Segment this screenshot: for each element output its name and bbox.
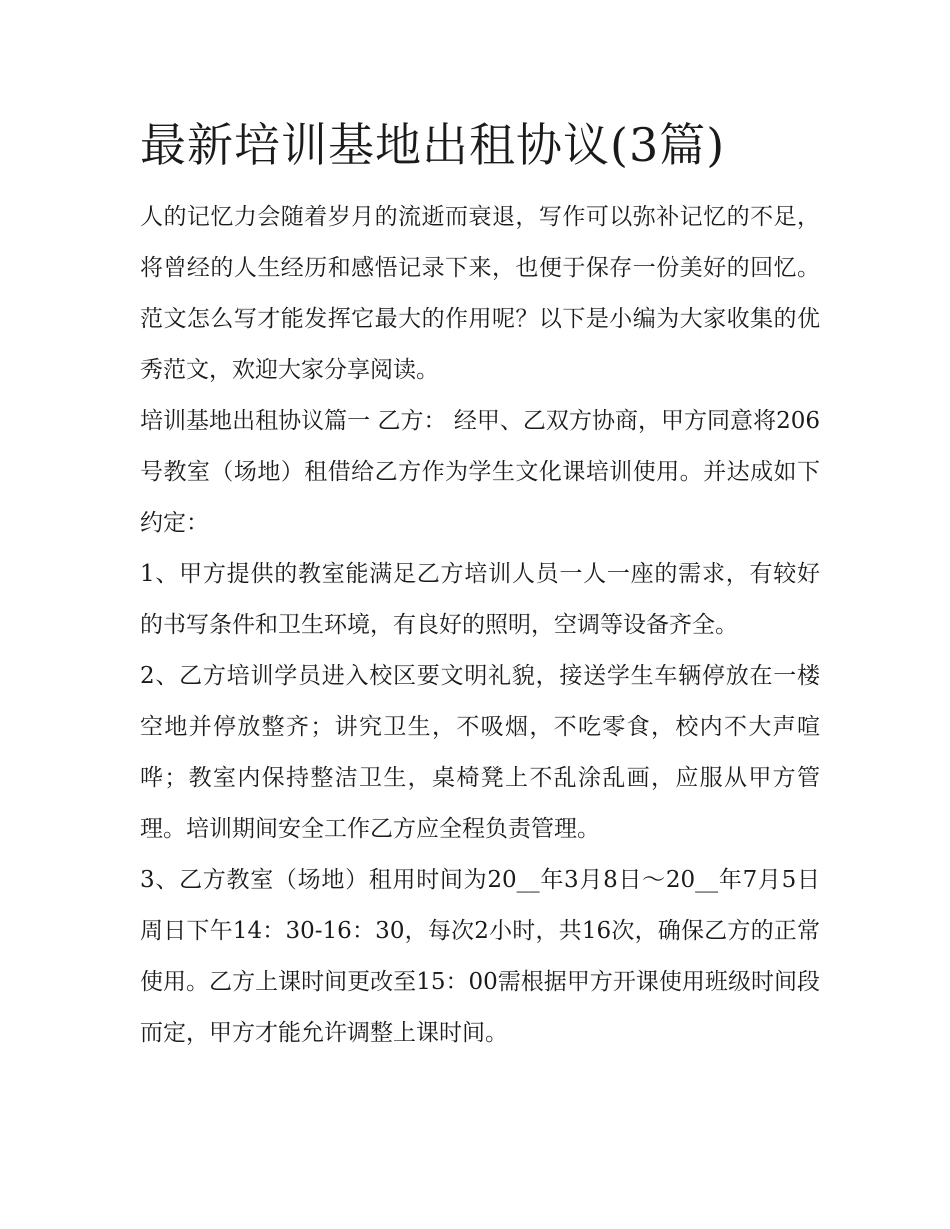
clause-1-paragraph: 1、甲方提供的教室能满足乙方培训人员一人一座的需求，有较好的书写条件和卫生环境，有良好的照明，空调等设备齐全。 [140, 561, 820, 638]
intro-paragraph: 人的记忆力会随着岁月的流逝而衰退，写作可以弥补记忆的不足，将曾经的人生经历和感悟记录下来，也便于保存一份美好的回忆。范文怎么写才能发挥它最大的作用呢？以下是小编为大家收集的优秀范文，欢迎大家分享阅读。 [140, 204, 820, 383]
document-title: 最新培训基地出租协议(3篇) [140, 118, 726, 172]
document-page [140, 110, 820, 1059]
clause-2-paragraph: 2、乙方培训学员进入校区要文明礼貌，接送学生车辆停放在一楼空地并停放整齐；讲究卫生，不吸烟，不吃零食，校内不大声喧哗；教室内保持整洁卫生，桌椅凳上不乱涂乱画，应服从甲方管理。培训期间安全工作乙方应全程负责管理。 [140, 663, 820, 842]
agreement-opening-paragraph: 培训基地出租协议篇一 乙方： 经甲、乙双方协商，甲方同意将206号教室（场地）租借给乙方作为学生文化课培训使用。并达成如下约定： [140, 408, 820, 536]
clause-3-paragraph: 3、乙方教室（场地）租用时间为20__年3月8日～20__年7月5日周日下午14：30-16：30，每次2小时，共16次，确保乙方的正常使用。乙方上课时间更改至15：00需根据甲方开课使用班级时间段而定，甲方才能允许调整上课时间。 [140, 867, 820, 1046]
